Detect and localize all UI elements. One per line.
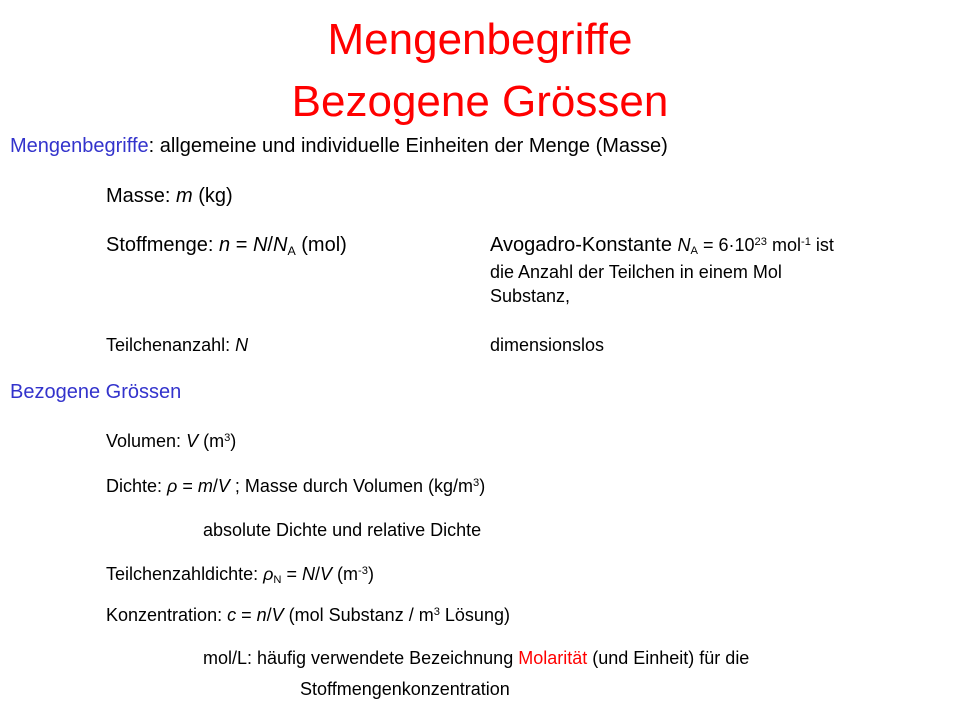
dichte-note: absolute Dichte und relative Dichte: [203, 520, 482, 540]
tzd-eq: =: [281, 564, 302, 584]
tzd-unit-close: ): [367, 564, 374, 584]
tzd-unit-open: (m: [332, 564, 359, 584]
volumen-symbol: V: [186, 431, 199, 451]
tzd-label: Teilchenzahldichte:: [106, 564, 264, 584]
teilchen-label: Teilchenanzahl:: [106, 335, 236, 355]
stoffmenge-eq: =: [230, 234, 253, 256]
line-teilchenanzahl: [106, 334, 248, 356]
avogadro-exp: 23: [754, 235, 767, 248]
section-heading-rest: : allgemeine und individuelle Einheiten der Menge (Masse): [148, 135, 668, 157]
konz-label: Konzentration:: [106, 605, 228, 625]
slide-title-line1: Mengenbegriffe: [327, 15, 633, 64]
konz-unit-close: Lösung): [439, 605, 510, 625]
volumen-label: Volumen:: [106, 431, 187, 451]
volumen-unit-exp: 3: [224, 431, 231, 444]
konz-V: V: [271, 605, 284, 625]
konz-unit-exp: 3: [433, 605, 440, 618]
dichte-m: m: [197, 476, 213, 496]
dichte-label: Dichte:: [106, 476, 168, 496]
molar-pre: mol/L: häufig verwendete Bezeichnung: [203, 648, 519, 668]
masse-label: Masse:: [106, 185, 177, 207]
avogadro-unit-exp: -1: [800, 235, 811, 248]
avogadro-line2: die Anzahl der Teilchen in einem Mol: [490, 262, 782, 282]
stoffmenge-n: n: [219, 234, 231, 256]
section-heading-mengenbegriffe: Mengenbegriffe: [10, 135, 149, 157]
avogadro-tail: ist: [810, 235, 834, 255]
konz-slash: /: [266, 605, 272, 625]
tzd-V: V: [320, 564, 333, 584]
line-teilchenzahldichte: [106, 563, 374, 585]
tzd-rho-sub: N: [273, 574, 282, 587]
line-dichte: [106, 475, 485, 497]
stoffmenge-N: N: [252, 234, 268, 256]
avogadro-unit: mol: [766, 235, 801, 255]
stoffmenge-slash: /: [267, 234, 273, 256]
konz-unit-open: (mol Substanz / m: [283, 605, 434, 625]
line-volumen: [106, 430, 236, 452]
dichte-unit-exp: 3: [473, 476, 480, 489]
avogadro-line3: Substanz,: [490, 286, 571, 306]
molar-line2: Stoffmengenkonzentration: [300, 679, 510, 699]
masse-symbol: m: [176, 185, 193, 207]
tzd-slash: /: [315, 564, 321, 584]
avogadro-block: [490, 233, 834, 307]
dichte-slash: /: [212, 476, 218, 496]
dichte-eq: =: [177, 476, 198, 496]
tzd-rho: ρ: [263, 564, 274, 584]
masse-unit: (kg): [192, 185, 233, 207]
tzd-unit-exp: -3: [358, 564, 368, 577]
stoffmenge-NA-sub: A: [287, 243, 296, 258]
teilchen-symbol: N: [235, 335, 249, 355]
dichte-sep: ; Masse durch Volumen (kg/m: [229, 476, 473, 496]
volumen-unit-open: (m: [198, 431, 225, 451]
stoffmenge-unit: (mol): [295, 234, 347, 256]
konz-n: n: [256, 605, 267, 625]
section-heading-bezogene: Bezogene Grössen: [10, 381, 182, 403]
line-stoffmenge: [106, 233, 347, 257]
dimensionslos: dimensionslos: [490, 335, 605, 355]
molar-highlight: Molarität: [518, 648, 588, 668]
slide-title-line2: Bezogene Grössen: [291, 77, 669, 126]
avogadro-symbol: N: [677, 235, 691, 255]
avogadro-line1: [490, 233, 834, 257]
line-molar: [203, 647, 749, 669]
dichte-rho: ρ: [167, 476, 178, 496]
konz-eq: =: [236, 605, 257, 625]
avogadro-name: Avogadro-Konstante: [490, 234, 678, 256]
dichte-V: V: [217, 476, 230, 496]
stoffmenge-NA: N: [272, 234, 288, 256]
dichte-unit-close: ): [479, 476, 486, 496]
line-konzentration: [106, 604, 510, 626]
avogadro-value: = 6·10: [698, 235, 755, 255]
konz-c: c: [227, 605, 237, 625]
stoffmenge-label: Stoffmenge:: [106, 234, 220, 256]
section-mengenbegriffe: [10, 134, 668, 158]
tzd-N: N: [302, 564, 315, 584]
avogadro-symbol-sub: A: [690, 245, 698, 258]
line-masse: [106, 184, 233, 208]
volumen-unit-close: ): [230, 431, 237, 451]
molar-post: (und Einheit) für die: [587, 648, 750, 668]
